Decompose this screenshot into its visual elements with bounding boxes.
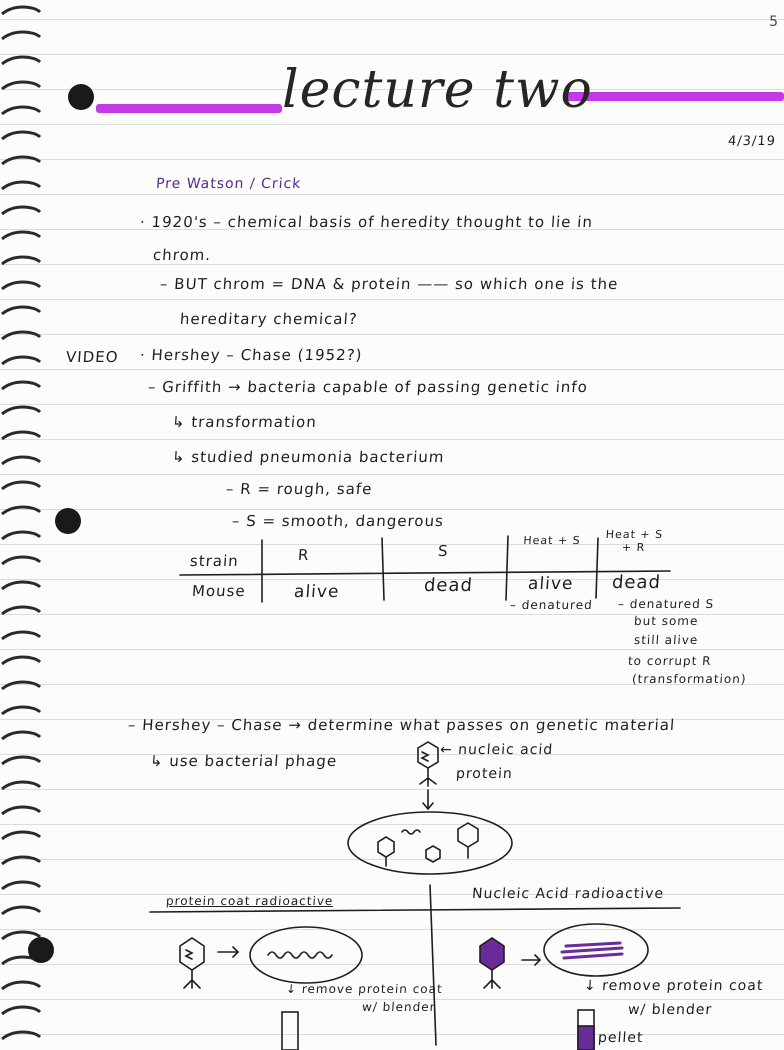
note-line: – R = rough, safe [225, 480, 374, 498]
table-note-denatured: – denatured [509, 598, 594, 612]
date: 4/3/19 [727, 134, 777, 149]
left-step: w/ blender [361, 1000, 437, 1014]
table-divider [382, 538, 384, 600]
note-line: – Griffith → bacteria capable of passing genetic info [147, 378, 589, 396]
phage-in-cell [458, 823, 478, 847]
phage-in-cell [426, 846, 440, 862]
phage-in-cell [378, 837, 394, 857]
table-header-heat-s: Heat + S [522, 534, 582, 547]
note-line: · 1920's – chemical basis of heredity thought to lie in [139, 213, 594, 231]
note-line: ↳ transformation [171, 413, 318, 431]
dna-left [268, 952, 332, 958]
table-cell-heat-s: alive [527, 574, 575, 594]
section-divider [430, 885, 436, 1045]
table-note: (transformation) [631, 672, 748, 686]
section-rule [150, 908, 680, 912]
right-step: ↓ remove protein coat [583, 978, 764, 994]
note-line: – Hershey – Chase → determine what passes on genetic material [127, 716, 676, 734]
table-divider [596, 538, 598, 598]
note-line: – S = smooth, dangerous [231, 512, 445, 530]
phage-right [480, 938, 504, 970]
phage-dna [422, 752, 428, 761]
table-cell-heat-s-r: dead [611, 572, 662, 593]
video-label: VIDEO [65, 348, 120, 366]
section-heading: Pre Watson / Crick [155, 176, 302, 192]
table-note: to corrupt R [627, 654, 713, 668]
page-number: 5 [769, 14, 778, 30]
bacterium [348, 812, 512, 874]
table-note: – denatured S [617, 597, 715, 611]
test-tube-left [282, 1012, 298, 1050]
table-header-s: S [437, 542, 450, 560]
phage-label-protein: protein [455, 766, 514, 782]
phage-legs [420, 778, 436, 786]
note-line: hereditary chemical? [179, 310, 359, 328]
right-heading: Nucleic Acid radioactive [471, 886, 665, 902]
note-line: ↳ use bacterial phage [149, 752, 338, 770]
table-note: still alive [633, 633, 699, 647]
pellet-label: pellet [597, 1030, 644, 1046]
note-line: · Hershey – Chase (1952?) [139, 346, 364, 364]
table-header-strain: strain [189, 552, 240, 570]
phage-label-nucleic: ← nucleic acid [439, 742, 554, 758]
note-line: ↳ studied pneumonia bacterium [171, 448, 446, 466]
left-heading: protein coat radioactive [165, 894, 334, 908]
table-cell-s: dead [423, 575, 474, 596]
phage-left [180, 938, 204, 970]
table-header-heat-s-r: Heat + S + R [605, 528, 664, 554]
note-line: – BUT chrom = DNA & protein —— so which one is the [159, 275, 619, 293]
table-cell-r: alive [293, 582, 341, 602]
note-line: chrom. [152, 246, 212, 264]
table-divider [506, 536, 508, 600]
dna-right [562, 943, 622, 958]
bacterium-left [250, 927, 362, 983]
table-note: but some [633, 614, 699, 628]
table-cell-mouse: Mouse [191, 582, 247, 600]
dna-squiggle [402, 830, 420, 834]
right-step: w/ blender [627, 1002, 713, 1018]
page-title: lecture two [282, 60, 593, 120]
table-header-r: R [297, 546, 311, 564]
left-step: ↓ remove protein coat [285, 982, 444, 996]
